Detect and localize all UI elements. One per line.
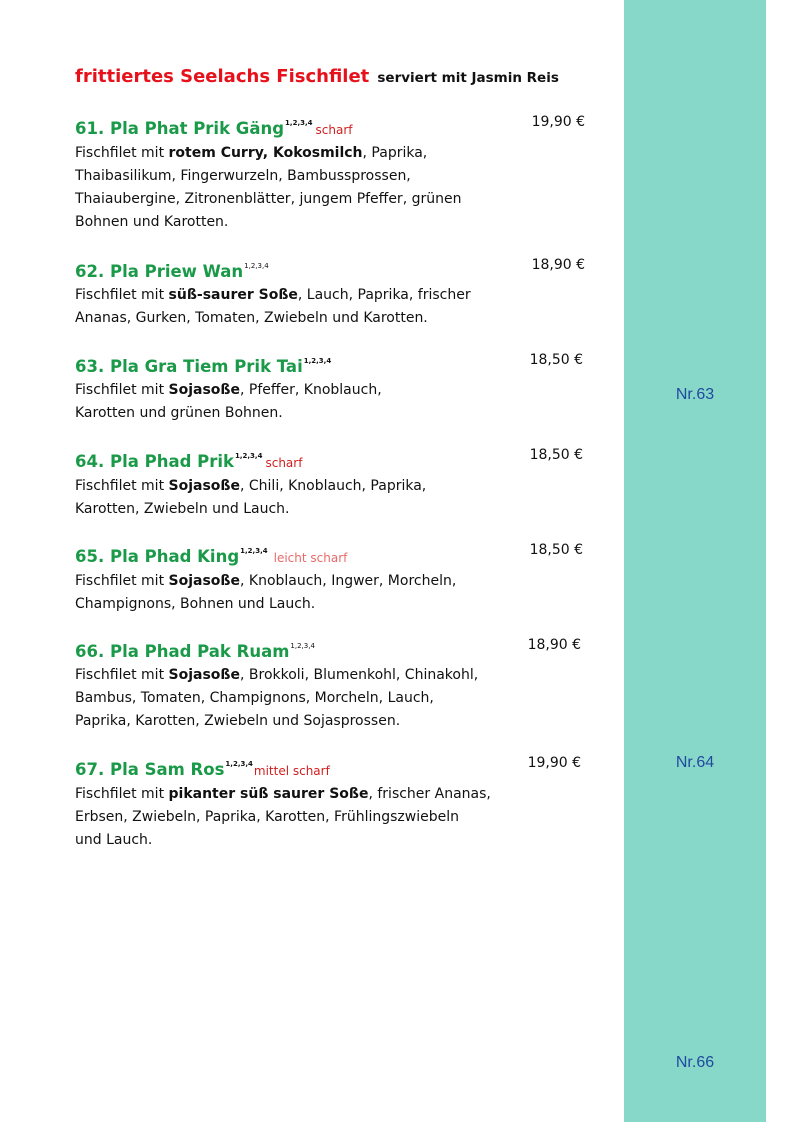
highlighted-ingredient: Sojasoße <box>168 478 240 494</box>
description-text: , frischer Ananas, <box>368 786 491 802</box>
dish-price: 18,90 € <box>527 637 581 653</box>
dish-name: 66. Pla Phad Pak Ruam <box>75 642 290 661</box>
spice-level: scharf <box>315 123 353 137</box>
description-text: Fischfilet mit <box>75 786 169 802</box>
description-text: Bohnen und Karotten. <box>75 214 229 230</box>
spice-level: mittel scharf <box>253 764 330 778</box>
side-label-nr64: Nr.64 <box>675 754 715 771</box>
description-text: , Brokkoli, Blumenkohl, Chinakohl, <box>239 667 479 683</box>
dish-description <box>75 142 595 234</box>
dish-price: 19,90 € <box>531 114 585 130</box>
description-text: Fischfilet mit <box>75 382 169 398</box>
allergen-codes: 1,2,3,4 <box>225 760 253 768</box>
dish-61 <box>75 112 595 234</box>
highlighted-ingredient: Sojasoße <box>168 382 240 398</box>
spice-level: leicht scharf <box>273 551 348 565</box>
dish-description <box>75 783 595 852</box>
description-text: Ananas, Gurken, Tomaten, Zwiebeln und Karotten. <box>75 310 428 326</box>
description-text: Fischfilet mit <box>75 145 169 161</box>
dish-65 <box>75 540 595 616</box>
description-text: Karotten und grünen Bohnen. <box>75 405 283 421</box>
highlighted-ingredient: süß-saurer Soße <box>168 287 298 303</box>
dish-description <box>75 284 595 330</box>
side-band <box>624 0 766 1122</box>
highlighted-ingredient: rotem Curry, Kokosmilch <box>168 145 363 161</box>
allergen-codes: 1,2,3,4 <box>235 452 263 460</box>
description-text: , Pfeffer, Knoblauch, <box>239 382 382 398</box>
allergen-codes: 1,2,3,4 <box>290 642 315 650</box>
side-label-nr66: Nr.66 <box>675 1054 715 1071</box>
dish-62 <box>75 255 595 330</box>
description-text: Fischfilet mit <box>75 287 169 303</box>
description-text: Karotten, Zwiebeln und Lauch. <box>75 501 290 517</box>
highlighted-ingredient: pikanter süß saurer Soße <box>168 786 369 802</box>
allergen-codes: 1,2,3,4 <box>244 262 269 270</box>
description-text: , Chili, Knoblauch, Paprika, <box>239 478 427 494</box>
dish-price: 19,90 € <box>527 755 581 771</box>
description-text: , Lauch, Paprika, frischer <box>297 287 471 303</box>
description-text: Fischfilet mit <box>75 667 169 683</box>
allergen-codes: 1,2,3,4 <box>285 119 313 127</box>
dish-name: 65. Pla Phad King <box>75 547 240 566</box>
description-text: Bambus, Tomaten, Champignons, Morcheln, Lauch, <box>75 690 434 706</box>
spice-level: scharf <box>265 456 303 470</box>
dish-name: 67. Pla Sam Ros <box>75 760 225 779</box>
dish-description <box>75 379 595 425</box>
highlighted-ingredient: Sojasoße <box>168 667 240 683</box>
description-text: Paprika, Karotten, Zwiebeln und Sojasprossen. <box>75 713 401 729</box>
description-text: Thaiaubergine, Zitronenblätter, jungem Pfeffer, grünen <box>75 191 462 207</box>
allergen-codes: 1,2,3,4 <box>240 547 268 555</box>
dish-price: 18,50 € <box>529 447 583 463</box>
heading-main: frittiertes Seelachs Fischfilet <box>75 66 370 87</box>
dish-name: 63. Pla Gra Tiem Prik Tai <box>75 357 303 376</box>
allergen-codes: 1,2,3,4 <box>303 357 332 365</box>
description-text: Thaibasilikum, Fingerwurzeln, Bambussprossen, <box>75 168 411 184</box>
description-text: Fischfilet mit <box>75 573 169 589</box>
dish-63 <box>75 350 595 425</box>
dish-name: 62. Pla Priew Wan <box>75 262 244 281</box>
dish-price: 18,50 € <box>529 352 583 368</box>
dish-price: 18,50 € <box>529 542 583 558</box>
description-text: Erbsen, Zwiebeln, Paprika, Karotten, Frühlingszwiebeln <box>75 809 459 825</box>
description-text: Champignons, Bohnen und Lauch. <box>75 596 316 612</box>
side-label-nr63: Nr.63 <box>675 386 715 403</box>
description-text: , Paprika, <box>362 145 428 161</box>
heading-subtitle: serviert mit Jasmin Reis <box>377 70 559 86</box>
dish-name: 61. Pla Phat Prik Gäng <box>75 119 285 138</box>
description-text: , Knoblauch, Ingwer, Morcheln, <box>239 573 457 589</box>
dish-price: 18,90 € <box>531 257 585 273</box>
dish-description <box>75 570 595 616</box>
description-text: und Lauch. <box>75 832 153 848</box>
dish-description <box>75 664 595 733</box>
description-text: Fischfilet mit <box>75 478 169 494</box>
dish-description <box>75 475 595 521</box>
highlighted-ingredient: Sojasoße <box>168 573 240 589</box>
dish-66 <box>75 635 595 733</box>
dish-64 <box>75 445 595 521</box>
dish-name: 64. Pla Phad Prik <box>75 452 234 471</box>
section-heading <box>75 66 559 87</box>
dish-67 <box>75 753 595 852</box>
